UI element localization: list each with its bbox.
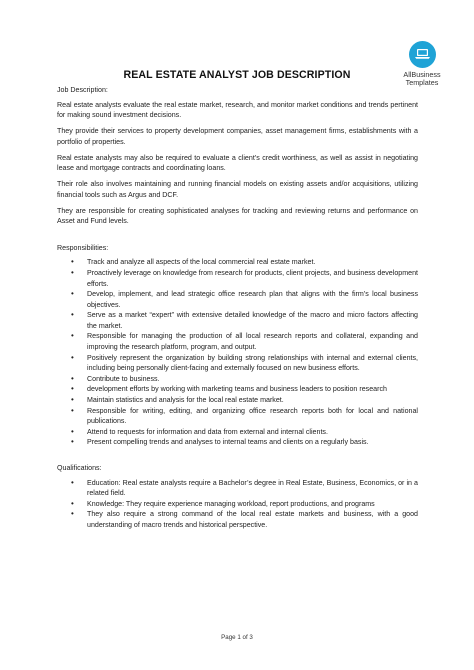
responsibility-item: • Responsible for writing, editing, and organizing office research reports both for local and national publications. — [57, 406, 418, 427]
responsibility-item: • Proactively leverage on knowledge from research for products, client projects, and business development efforts. — [57, 268, 418, 289]
responsibilities-heading: Responsibilities: — [57, 243, 109, 252]
qualifications-heading: Qualifications: — [57, 464, 102, 472]
document-title: REAL ESTATE ANALYST JOB DESCRIPTION — [123, 69, 351, 81]
responsibilities-list — [57, 257, 418, 448]
responsibility-item: • Responsible for managing the production of all local research reports and collateral, expanding and improving the research platform, program, and output. — [57, 331, 418, 352]
document-body — [57, 85, 418, 531]
responsibility-item: • Positively represent the organization by building strong relationships with internal and external clients, including being personally client-facing and externally focused on new business efforts. — [57, 353, 418, 374]
responsibility-item: • Attend to requests for information and data from external and internal clients. — [57, 427, 418, 438]
qualification-item: • Knowledge: They require experience managing workload, report productions, and programs — [57, 499, 418, 510]
job-description-section — [57, 100, 418, 227]
description-paragraph: They provide their services to property development companies, asset management firms, establishments with a portfolio of properties. — [57, 127, 418, 146]
responsibility-item: • Maintain statistics and analysis for the local real estate market. — [57, 395, 418, 406]
description-paragraph: Real estate analysts evaluate the real estate market, research, and monitor market conditions and trends pertinent for making sound investment decisions. — [57, 100, 418, 120]
responsibility-item: • development efforts by working with marketing teams and business leaders to position research — [57, 384, 418, 395]
responsibility-item: • Track and analyze all aspects of the local commercial real estate market. — [57, 257, 418, 268]
responsibility-item: • Serve as a market “expert” with extensive detailed knowledge of the macro and micro factors affecting the market. — [57, 310, 418, 331]
description-paragraph: Real estate analysts may also be required to evaluate a client’s credit worthiness, as well as assist in negotiating lease and mortgage contracts and coordinating loans. — [57, 153, 418, 173]
description-paragraph: Their role also involves maintaining and running financial models on existing assets and/or acquisitions, utilizing financial tools such as Argus and DCF. — [57, 180, 418, 199]
responsibility-item: • Develop, implement, and lead strategic office research plan that aligns with the firm’s local business objectives. — [57, 289, 418, 310]
laptop-icon — [409, 41, 436, 68]
qualifications-list — [57, 478, 418, 531]
responsibility-item: • Contribute to business. — [57, 374, 418, 385]
description-paragraph: They are responsible for creating sophisticated analyses for tracking and reviewing returns and performance on Asset and Fund levels. — [57, 206, 418, 226]
qualification-item: • They also require a strong command of the local real estate markets and business, with a good understanding of macro trends and historical perspective. — [57, 509, 418, 530]
page-footer: Page 1 of 3 — [221, 634, 253, 641]
job-description-heading: Job Description: — [57, 86, 108, 94]
qualification-item: • Education: Real estate analysts require a Bachelor’s degree in Real Estate, Business, Economics, or in a related field. — [57, 478, 418, 499]
logo-text: AllBusiness Templates — [403, 70, 441, 88]
responsibility-item: • Present compelling trends and analyses to internal teams and clients on a regularly basis. — [57, 437, 418, 448]
